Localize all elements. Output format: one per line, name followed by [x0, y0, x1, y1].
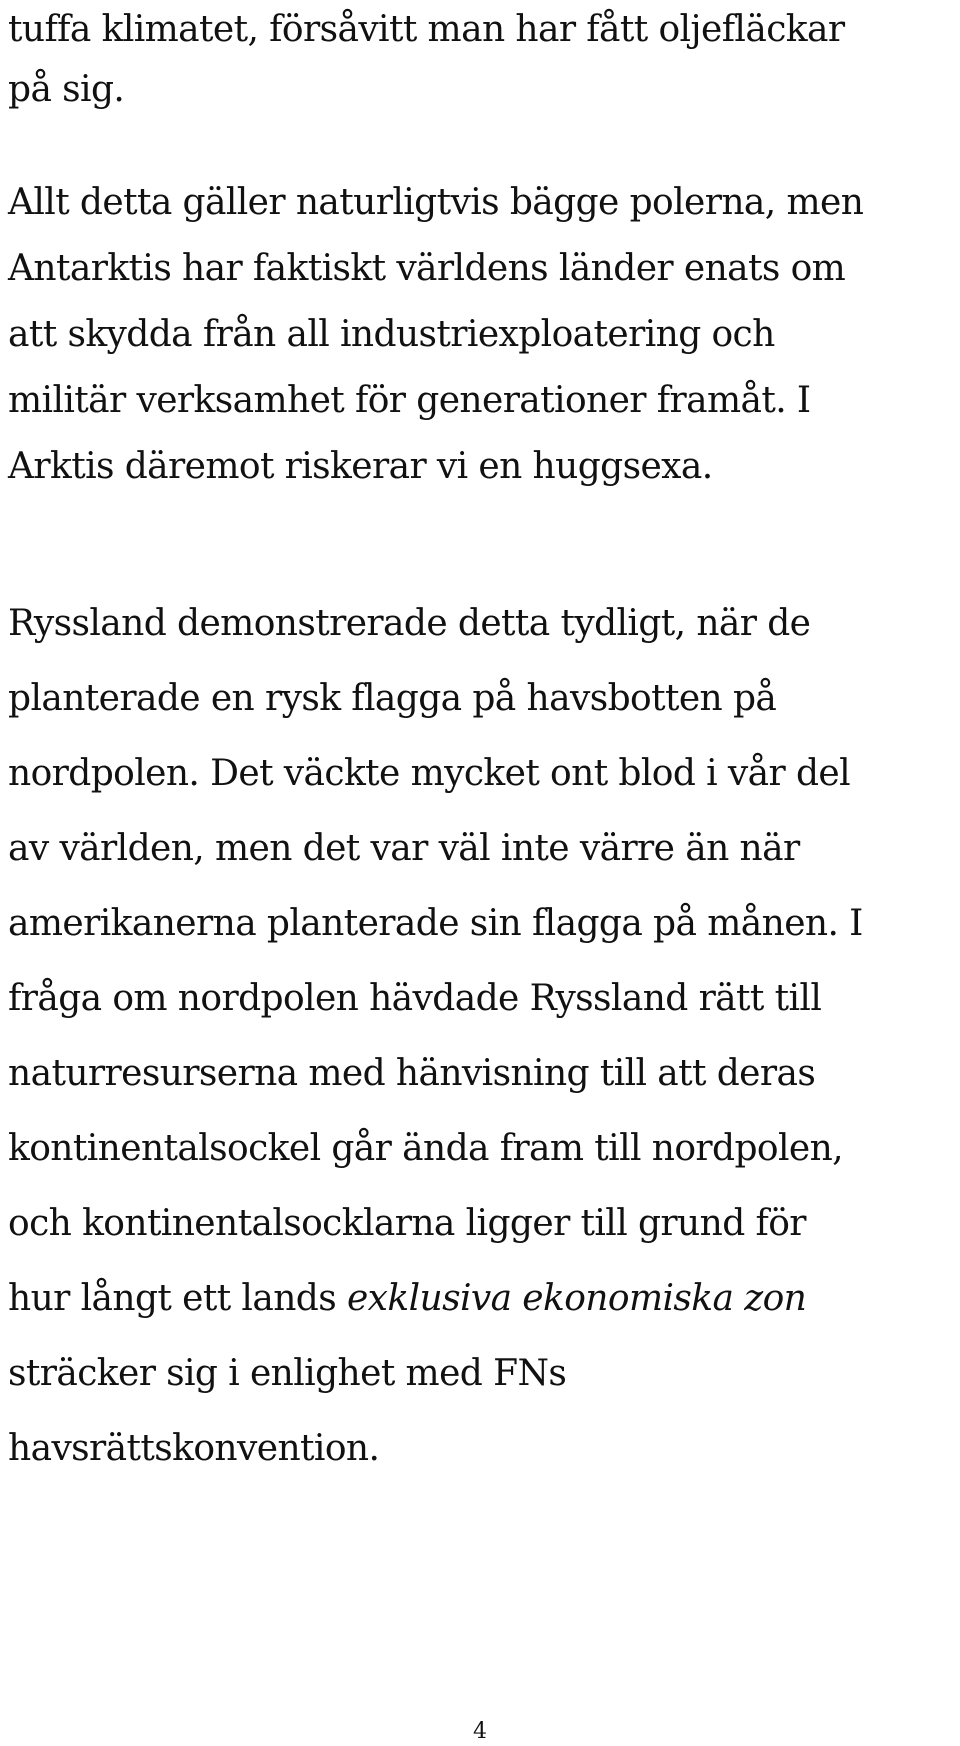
- text-line: amerikanerna planterade sin flagga på månen. I: [8, 903, 863, 944]
- text-line: militär verksamhet för generationer framåt. I: [8, 380, 811, 421]
- text-line-mixed: [8, 1261, 960, 1336]
- paragraph-3: [8, 586, 960, 1486]
- text-line: på sig.: [8, 69, 125, 110]
- text-line: och kontinentalsocklarna ligger till grund för: [8, 1203, 806, 1244]
- text-line: Antarktis har faktiskt världens länder enats om: [8, 248, 846, 289]
- text-line: sträcker sig i enlighet med FNs: [8, 1353, 567, 1394]
- text-segment: hur långt ett lands: [8, 1278, 347, 1319]
- page-number: 4: [473, 1719, 487, 1744]
- text-line: Arktis däremot riskerar vi en huggsexa.: [8, 446, 713, 487]
- text-line: kontinentalsockel går ända fram till nordpolen,: [8, 1128, 844, 1169]
- text-line: planterade en rysk flagga på havsbotten på: [8, 678, 777, 719]
- text-line: fråga om nordpolen hävdade Ryssland rätt till: [8, 978, 822, 1019]
- text-line: Allt detta gäller naturligtvis bägge polerna, men: [8, 182, 864, 223]
- text-line: av världen, men det var väl inte värre än när: [8, 828, 800, 869]
- italic-term: exklusiva ekonomiska zon: [346, 1278, 807, 1319]
- paragraph-1: [8, 0, 960, 120]
- text-line: Ryssland demonstrerade detta tydligt, när de: [8, 603, 811, 644]
- text-line: havsrättskonvention.: [8, 1428, 380, 1469]
- text-line: tuffa klimatet, försåvitt man har fått oljefläckar: [8, 9, 845, 50]
- text-line: nordpolen. Det väckte mycket ont blod i vår del: [8, 753, 851, 794]
- paragraph-2: [8, 170, 960, 500]
- text-line: att skydda från all industriexploatering och: [8, 314, 775, 355]
- text-line: naturresurserna med hänvisning till att deras: [8, 1053, 816, 1094]
